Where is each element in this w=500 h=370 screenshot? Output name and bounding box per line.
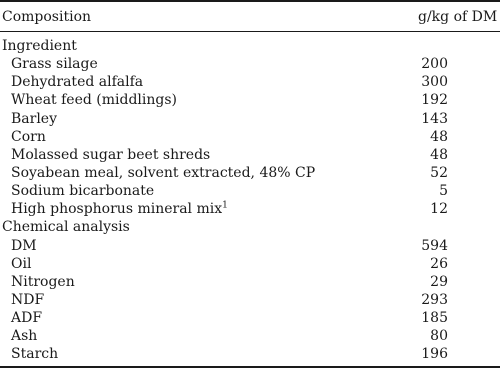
row-value: 12	[430, 201, 448, 218]
section-title-chemical-analysis: Chemical analysis	[2, 219, 130, 236]
row-label: Dehydrated alfalfa	[11, 74, 144, 91]
row-label: Barley	[11, 110, 57, 127]
table-body	[0, 37, 500, 364]
table-row	[0, 164, 500, 182]
table-row	[0, 91, 500, 109]
row-label: Soyabean meal, solvent extracted, 48% CP	[11, 164, 316, 181]
table-row	[0, 73, 500, 91]
row-value: 29	[430, 273, 448, 290]
row-value: 293	[421, 291, 448, 308]
footnote-marker: 1	[222, 200, 228, 211]
row-value: 196	[421, 346, 448, 363]
table-row	[0, 128, 500, 146]
row-label: Nitrogen	[11, 273, 75, 290]
row-label: High phosphorus mineral mix$^1$	[11, 200, 228, 218]
table-row	[0, 255, 500, 273]
header-composition: Composition	[2, 9, 92, 25]
table-row	[0, 273, 500, 291]
row-value: 48	[430, 146, 448, 163]
row-label: DM	[11, 237, 37, 254]
table-row	[0, 146, 500, 164]
row-value: 5	[439, 183, 448, 200]
row-label: ADF	[11, 310, 43, 327]
table-row	[0, 55, 500, 73]
table-row	[0, 237, 500, 255]
row-label: Wheat feed (middlings)	[11, 92, 177, 109]
table-row	[0, 200, 500, 218]
table-row	[0, 291, 500, 309]
row-label: NDF	[11, 291, 45, 308]
top-rule	[0, 0, 500, 2]
header-unit: g/kg of DM	[418, 9, 498, 25]
row-value: 185	[421, 310, 448, 327]
row-label: Corn	[11, 128, 46, 145]
row-value: 594	[421, 237, 448, 254]
row-label: Grass silage	[11, 56, 98, 73]
section-title-ingredient: Ingredient	[2, 38, 77, 54]
row-value: 26	[430, 255, 448, 272]
table-row	[0, 345, 500, 363]
row-value: 200	[421, 56, 448, 73]
row-value: 143	[421, 110, 448, 127]
table-row	[0, 309, 500, 327]
row-label: Molassed sugar beet shreds	[11, 146, 211, 163]
table-header	[0, 7, 500, 27]
row-label: Ash	[11, 328, 38, 345]
row-value: 80	[430, 328, 448, 345]
row-value: 192	[421, 92, 448, 109]
row-value: 300	[421, 74, 448, 91]
table-row	[0, 110, 500, 128]
row-value: 52	[430, 164, 448, 181]
row-label: Sodium bicarbonate	[11, 183, 155, 200]
table-row	[0, 327, 500, 345]
bottom-rule	[0, 366, 500, 368]
table-row	[0, 182, 500, 200]
row-value: 48	[430, 128, 448, 145]
header-rule	[0, 31, 500, 32]
row-label: Oil	[11, 255, 32, 272]
row-label: Starch	[11, 346, 59, 363]
